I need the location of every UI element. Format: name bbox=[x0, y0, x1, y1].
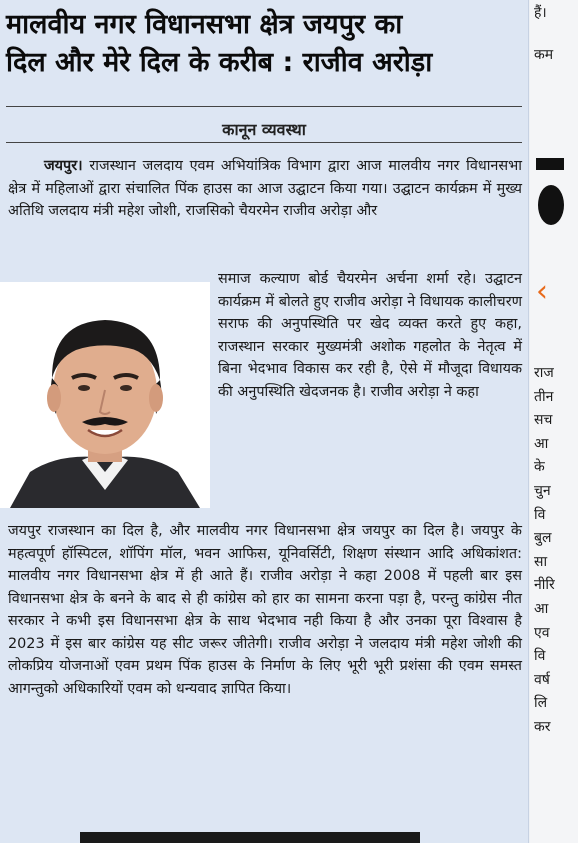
category-divider bbox=[6, 142, 522, 143]
orange-chevron-icon: ‹ bbox=[536, 274, 548, 309]
side-text-line: चुन bbox=[534, 483, 551, 499]
side-headline-block bbox=[536, 158, 564, 170]
article-headline bbox=[6, 6, 526, 82]
side-text-line: आ bbox=[534, 601, 549, 617]
side-text-line: सच bbox=[534, 412, 553, 429]
side-text-line: बुल bbox=[534, 530, 552, 547]
portrait-photo bbox=[0, 282, 210, 508]
side-text-line-1: हैं। bbox=[534, 5, 547, 21]
headline-divider bbox=[6, 106, 522, 107]
headline-line-1: मालवीय नगर विधानसभा क्षेत्र जयपुर का bbox=[6, 9, 403, 40]
side-text-line: सा bbox=[534, 553, 548, 570]
side-text-line: लि bbox=[534, 695, 548, 712]
side-text-line: आ bbox=[534, 435, 549, 452]
side-text-line: राज bbox=[534, 365, 554, 381]
portrait-illustration bbox=[0, 282, 210, 508]
side-text-line-2: कम bbox=[534, 47, 554, 63]
intro-text: राजस्थान जलदाय एवम अभियांत्रिक विभाग द्वारा आज मालवीय नगर विधानसभा क्षेत्र में महिलाओं द्वारा संचालित पिंक हाउस का आज उद्घाटन किया गया। उद्घाटन कार्यक्रम में मुख्य अतिथि जलदाय मंत्री महेश जोशी, राजसिको चैयरमेन राजीव अरोड़ा और bbox=[8, 158, 522, 219]
side-text-line: वि bbox=[534, 506, 546, 523]
side-text-line: वर्ष bbox=[534, 671, 550, 688]
article-category: कानून व्यवस्था bbox=[222, 120, 306, 139]
side-headline-glyph bbox=[538, 185, 564, 225]
side-text-line: एव bbox=[534, 624, 550, 641]
article-intro-paragraph bbox=[8, 155, 522, 223]
adjacent-article-column bbox=[530, 0, 578, 843]
article-body-paragraph: जयपुर राजस्थान का दिल है, और मालवीय नगर विधानसभा क्षेत्र जयपुर का दिल है। जयपुर के महत्वपूर्ण हॉस्पिटल, शॉपिंग मॉल, भवन आफिस, यूनिवर्सिटी, शिक्षण संस्थान आदि अधिकांशत: मालवीय नगर विधानसभा क्षेत्र में ही आते हैं। राजीव अरोड़ा ने कहा 2008 में पहली बार इस विधानसभा क्षेत्र के बनने के बाद से ही कांग्रेस को हार का सामना करना पड़ा है, परन्तु कांग्रेस नीत सरकार ने कभी इस विधानसभा क्षेत्र के साथ भेदभाव नही किया है और उनका पूरा विश्वास है 2023 में इस बार कांग्रेस यह सीट जरूर जीतेगी। राजीव अरोड़ा ने जलदाय मंत्री महेश जोशी की लोकप्रिय योजनाओं एवम प्रथम पिंक हाउस के निर्माण के लिए भूरी भूरी प्रशंसा की एवम समस्त आगन्तुको अधिकारियों एवम को धन्यवाद ज्ञापित किया। bbox=[8, 523, 522, 697]
headline-line-2: दिल और मेरे दिल के करीब : राजीव अरोड़ा bbox=[6, 47, 433, 78]
side-text-line: वि bbox=[534, 648, 546, 665]
side-text-line: नीरि bbox=[534, 577, 555, 594]
side-text-line: कर bbox=[534, 719, 551, 735]
article-wrap-paragraph: समाज कल्याण बोर्ड चैयरमेन अर्चना शर्मा रहे। उद्घाटन कार्यक्रम में बोलते हुए राजीव अरोड़ा ने विधायक कालीचरण सराफ की अनुपस्थिति पर खेद व्यक्त करते हुए कहा, राजस्थान सरकार मुख्यमंत्री अशोक गहलोत के नेतृत्व में बिना भेदभाव विकास कर रही है, ऐसे में मौजूदा विधायक की अनुपस्थिति खेदजनक है। राजीव अरोड़ा ने कहा bbox=[218, 271, 522, 400]
dateline: जयपुर। bbox=[44, 158, 83, 174]
next-headline-fragment bbox=[80, 832, 420, 843]
side-text-line: के bbox=[534, 459, 545, 476]
side-text-line: तीन bbox=[534, 388, 554, 405]
